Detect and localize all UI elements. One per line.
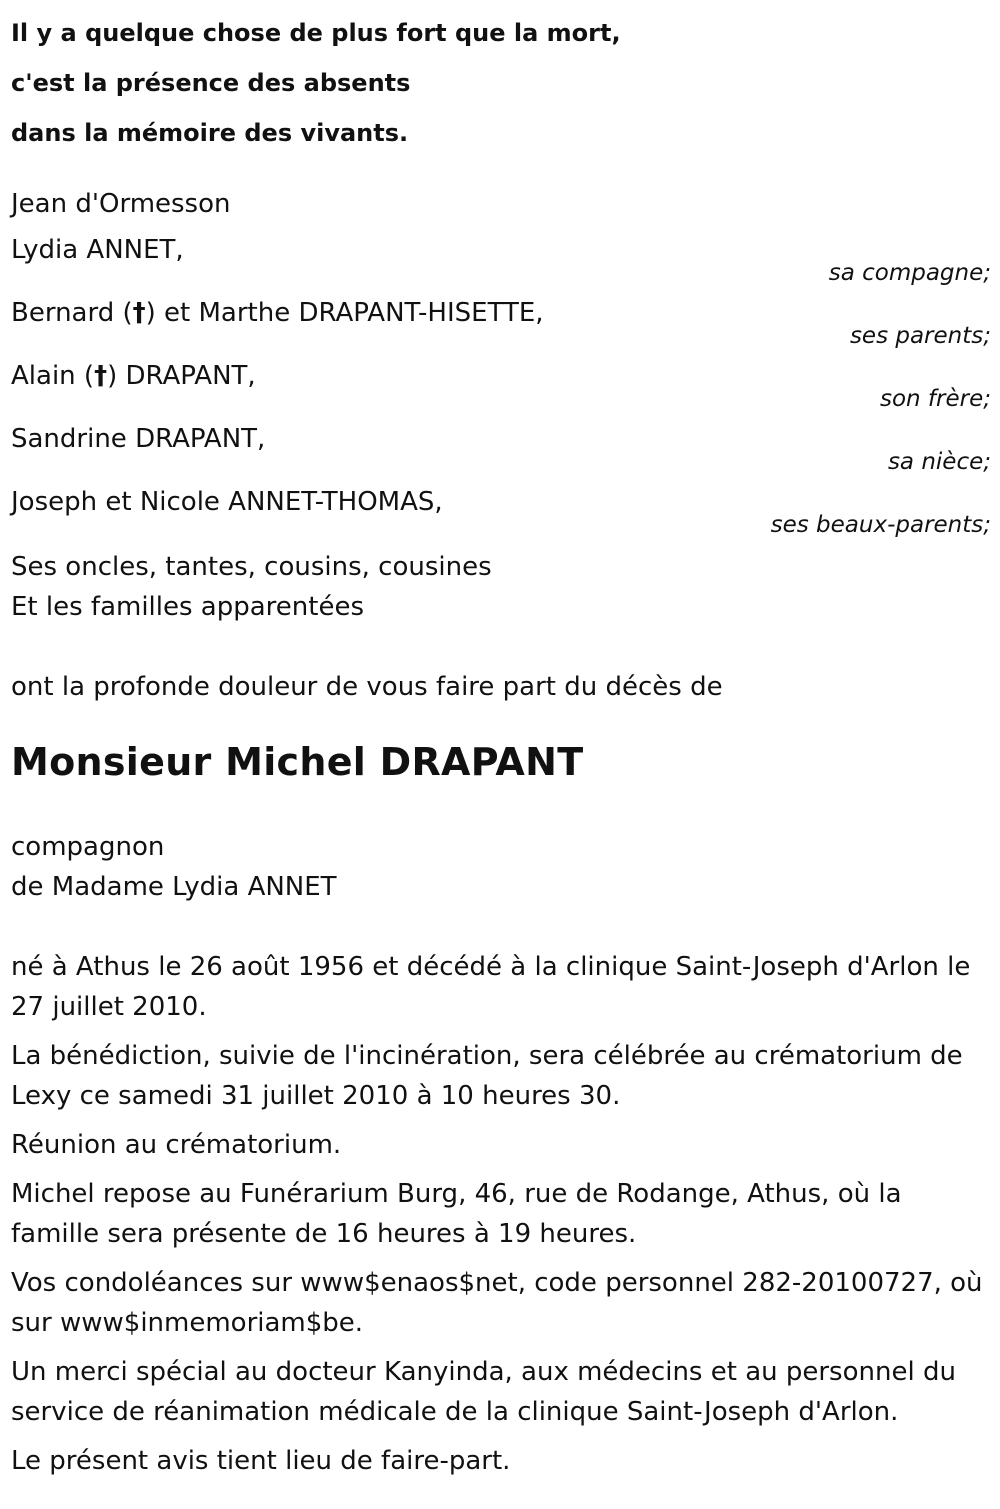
relation-line: de Madame Lydia ANNET (11, 872, 337, 902)
cross-icon: † (94, 361, 108, 391)
family-member-name: Sandrine DRAPANT, (11, 424, 266, 454)
announcement-text: ont la profonde douleur de vous faire part du décès de (11, 672, 723, 702)
family-member-role: sa compagne; (828, 260, 991, 286)
family-member-name: Bernard (†) et Marthe DRAPANT-HISETTE, (11, 295, 544, 331)
obituary-notice (11, 0, 991, 1509)
family-entry (11, 421, 991, 484)
notice-details (11, 947, 986, 1481)
family-member-name: Alain (†) DRAPANT, (11, 358, 256, 394)
funeral-home-paragraph: Michel repose au Funérarium Burg, 46, rue de Rodange, Athus, où la famille sera présente de 16 heures à 19 heures. (11, 1179, 902, 1249)
family-member-role: sa nièce; (887, 449, 991, 475)
family-member-role: ses beaux-parents; (770, 512, 991, 538)
condolences-paragraph: Vos condoléances sur www$enaos$net, code personnel 282-20100727, où sur www$inmemoriam$be. (11, 1268, 983, 1338)
birth-death-paragraph: né à Athus le 26 août 1956 et décédé à la clinique Saint-Joseph d'Arlon le 27 juillet 2010. (11, 952, 971, 1022)
gathering-paragraph: Réunion au crématorium. (11, 1130, 342, 1160)
relation-line: compagnon (11, 832, 165, 862)
family-entry (11, 295, 991, 358)
closing-paragraph: Le présent avis tient lieu de faire-part. (11, 1446, 511, 1476)
quote-author: Jean d'Ormesson (11, 189, 231, 219)
relatives-line: Ses oncles, tantes, cousins, cousines (11, 552, 492, 582)
deceased-relation (11, 827, 991, 907)
other-relatives (11, 547, 991, 627)
ceremony-paragraph: La bénédiction, suivie de l'incinération, sera célébrée au crématorium de Lexy ce samedi 31 juillet 2010 à 10 heures 30. (11, 1041, 963, 1111)
cross-icon: † (132, 298, 146, 328)
family-entry (11, 484, 991, 547)
family-member-name: Lydia ANNET, (11, 235, 184, 265)
family-member-name: Joseph et Nicole ANNET-THOMAS, (11, 487, 443, 517)
quote-line: c'est la présence des absents (11, 69, 411, 97)
family-entry (11, 232, 991, 295)
deceased-name: Monsieur Michel DRAPANT (11, 740, 584, 784)
epigraph-quote (11, 0, 991, 158)
family-member-role: son frère; (879, 386, 991, 412)
family-entry (11, 358, 991, 421)
thanks-paragraph: Un merci spécial au docteur Kanyinda, aux médecins et au personnel du service de réanimation médicale de la clinique Saint-Joseph d'Arlon. (11, 1357, 956, 1427)
family-list (11, 232, 991, 547)
quote-line: dans la mémoire des vivants. (11, 119, 409, 147)
quote-line: Il y a quelque chose de plus fort que la mort, (11, 19, 621, 47)
relatives-line: Et les familles apparentées (11, 592, 365, 622)
family-member-role: ses parents; (849, 323, 991, 349)
